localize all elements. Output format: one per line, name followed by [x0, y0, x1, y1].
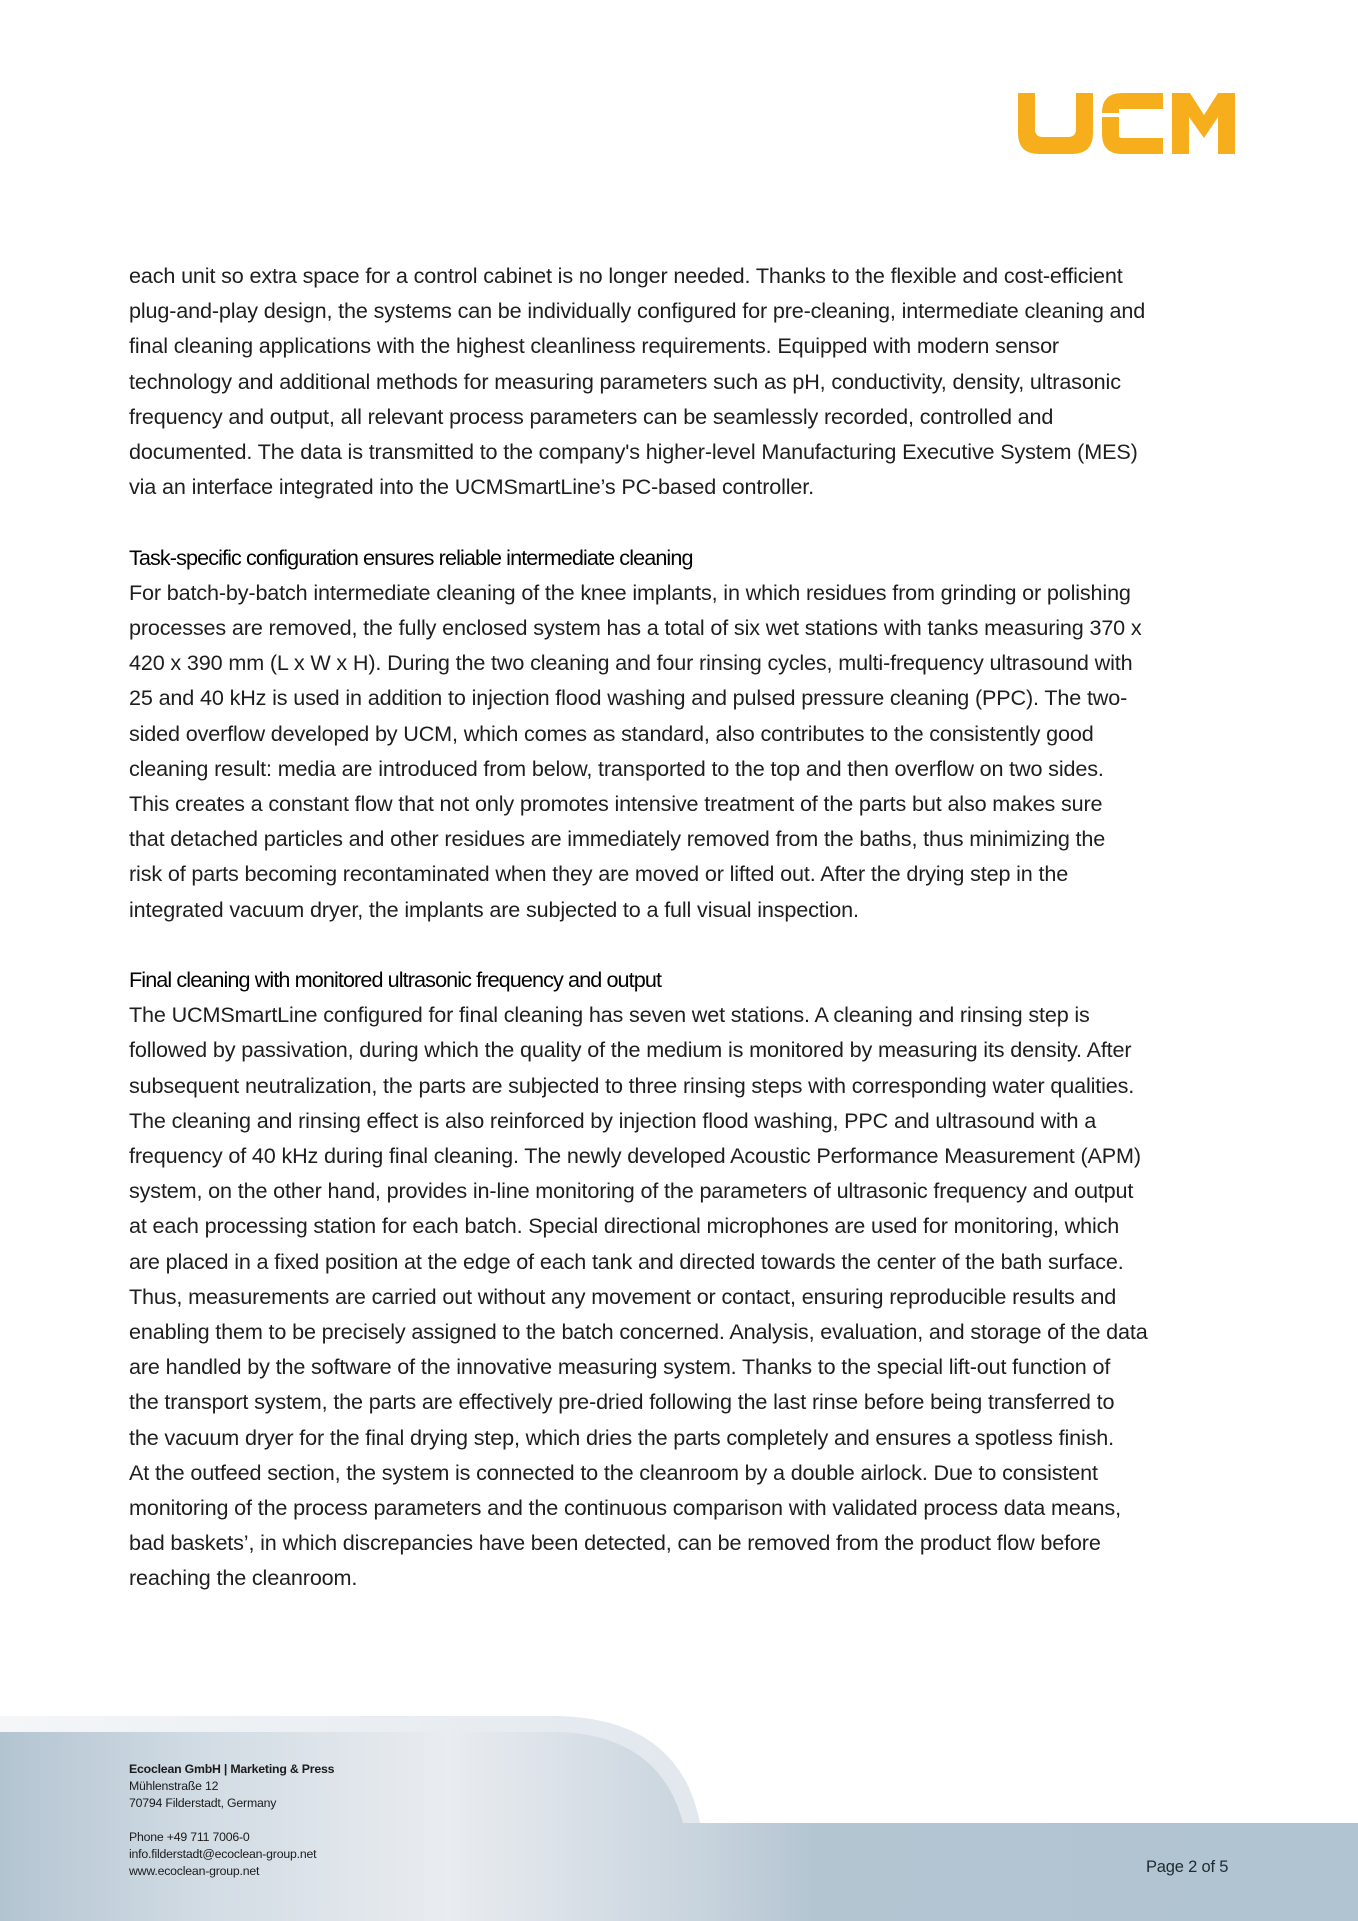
text-line: the vacuum dryer for the final drying step, which dries the parts completely and ensures a spotless finish. [129, 1424, 1114, 1450]
paragraph-spacer [129, 504, 1234, 539]
text-line: subsequent neutralization, the parts are subjected to three rinsing steps with corresponding water qualities. [129, 1072, 1135, 1098]
logo-letter-u [1018, 93, 1093, 154]
text-line: enabling them to be precisely assigned to the batch concerned. Analysis, evaluation, and storage of the data [129, 1319, 1148, 1345]
text-line: The cleaning and rinsing effect is also reinforced by injection flood washing, PPC and ultrasound with a [129, 1107, 1097, 1133]
footer-spacer [129, 1812, 334, 1829]
text-line: risk of parts becoming recontaminated when they are moved or lifted out. After the drying step in the [129, 861, 1069, 887]
text-line: This creates a constant flow that not only promotes intensive treatment of the parts but also makes sure [129, 791, 1103, 817]
text-line: processes are removed, the fully enclosed system has a total of six wet stations with tanks measuring 370 x [129, 615, 1142, 641]
text-line: sided overflow developed by UCM, which comes as standard, also contributes to the consistently good [129, 720, 1094, 746]
text-line: the transport system, the parts are effectively pre-dried following the last rinse before being transferred to [129, 1389, 1115, 1415]
text-line: are placed in a fixed position at the edge of each tank and directed towards the center of the bath surface. [129, 1248, 1124, 1274]
page-number: Page 2 of 5 [1146, 1858, 1229, 1876]
text-line: system, on the other hand, provides in-line monitoring of the parameters of ultrasonic frequency and output [129, 1178, 1134, 1204]
footer-street: Mühlenstraße 12 [129, 1779, 219, 1793]
section-heading-final-cleaning: Final cleaning with monitored ultrasonic frequency and output [129, 967, 662, 993]
logo-letter-c-lower [1102, 117, 1163, 154]
logo-letter-m [1172, 93, 1235, 154]
text-line: reaching the cleanroom. [129, 1565, 358, 1591]
text-line: monitoring of the process parameters and the continuous comparison with validated process data means, [129, 1495, 1121, 1521]
intermediate-cleaning-paragraph [129, 575, 1234, 927]
text-line: final cleaning applications with the highest cleanliness requirements. Equipped with modern sensor [129, 333, 1059, 359]
ucm-logo-icon [1018, 93, 1235, 154]
footer-contact-block [129, 1761, 334, 1880]
text-line: integrated vacuum dryer, the implants are subjected to a full visual inspection. [129, 896, 859, 922]
text-line: frequency of 40 kHz during final cleaning. The newly developed Acoustic Performance Measurement (APM) [129, 1143, 1141, 1169]
text-line: each unit so extra space for a control cabinet is no longer needed. Thanks to the flexible and cost-efficient [129, 263, 1123, 288]
text-line: documented. The data is transmitted to the company's higher-level Manufacturing Executive System (MES) [129, 439, 1138, 465]
text-line: bad baskets’, in which discrepancies have been detected, can be removed from the product flow before [129, 1530, 1101, 1556]
text-line: At the outfeed section, the system is connected to the cleanroom by a double airlock. Due to consistent [129, 1459, 1098, 1485]
footer-website-link[interactable]: www.ecoclean-group.net [129, 1864, 260, 1878]
text-line: Thus, measurements are carried out without any movement or contact, ensuring reproducible results and [129, 1283, 1117, 1309]
intro-paragraph [129, 258, 1234, 504]
ucm-logo [1018, 93, 1235, 154]
text-line: technology and additional methods for measuring parameters such as pH, conductivity, density, ultrasonic [129, 368, 1121, 394]
text-line: 420 x 390 mm (L x W x H). During the two cleaning and four rinsing cycles, multi-frequency ultrasound with [129, 650, 1133, 676]
text-line: plug-and-play design, the systems can be individually configured for pre-cleaning, intermediate cleaning and [129, 298, 1146, 324]
document-body [129, 258, 1234, 1596]
paragraph-spacer [129, 927, 1234, 962]
text-line: are handled by the software of the innovative measuring system. Thanks to the special lift-out function of [129, 1354, 1111, 1380]
section-heading-intermediate-cleaning: Task-specific configuration ensures reliable intermediate cleaning [129, 544, 693, 570]
text-line: frequency and output, all relevant process parameters can be seamlessly recorded, controlled and [129, 403, 1054, 429]
footer-email-link[interactable]: info.filderstadt@ecoclean-group.net [129, 1847, 317, 1861]
footer-city: 70794 Filderstadt, Germany [129, 1796, 277, 1810]
text-line: that detached particles and other residues are immediately removed from the baths, thus minimizing the [129, 826, 1106, 852]
final-cleaning-paragraph [129, 997, 1234, 1595]
logo-letter-c [1102, 93, 1163, 113]
footer-phone: Phone +49 711 7006-0 [129, 1830, 250, 1844]
text-line: cleaning result: media are introduced from below, transported to the top and then overflow on two sides. [129, 755, 1104, 781]
text-line: The UCMSmartLine configured for final cleaning has seven wet stations. A cleaning and rinsing step is [129, 1002, 1090, 1028]
text-line: at each processing station for each batch. Special directional microphones are used for monitoring, which [129, 1213, 1120, 1239]
text-line: via an interface integrated into the UCMSmartLine’s PC-based controller. [129, 474, 814, 500]
text-line: 25 and 40 kHz is used in addition to injection flood washing and pulsed pressure cleaning (PPC). The two- [129, 685, 1128, 711]
text-line: followed by passivation, during which the quality of the medium is monitored by measuring its density. After [129, 1037, 1132, 1063]
text-line: For batch-by-batch intermediate cleaning of the knee implants, in which residues from grinding or polishing [129, 579, 1131, 605]
footer-company: Ecoclean GmbH | Marketing & Press [129, 1762, 335, 1776]
